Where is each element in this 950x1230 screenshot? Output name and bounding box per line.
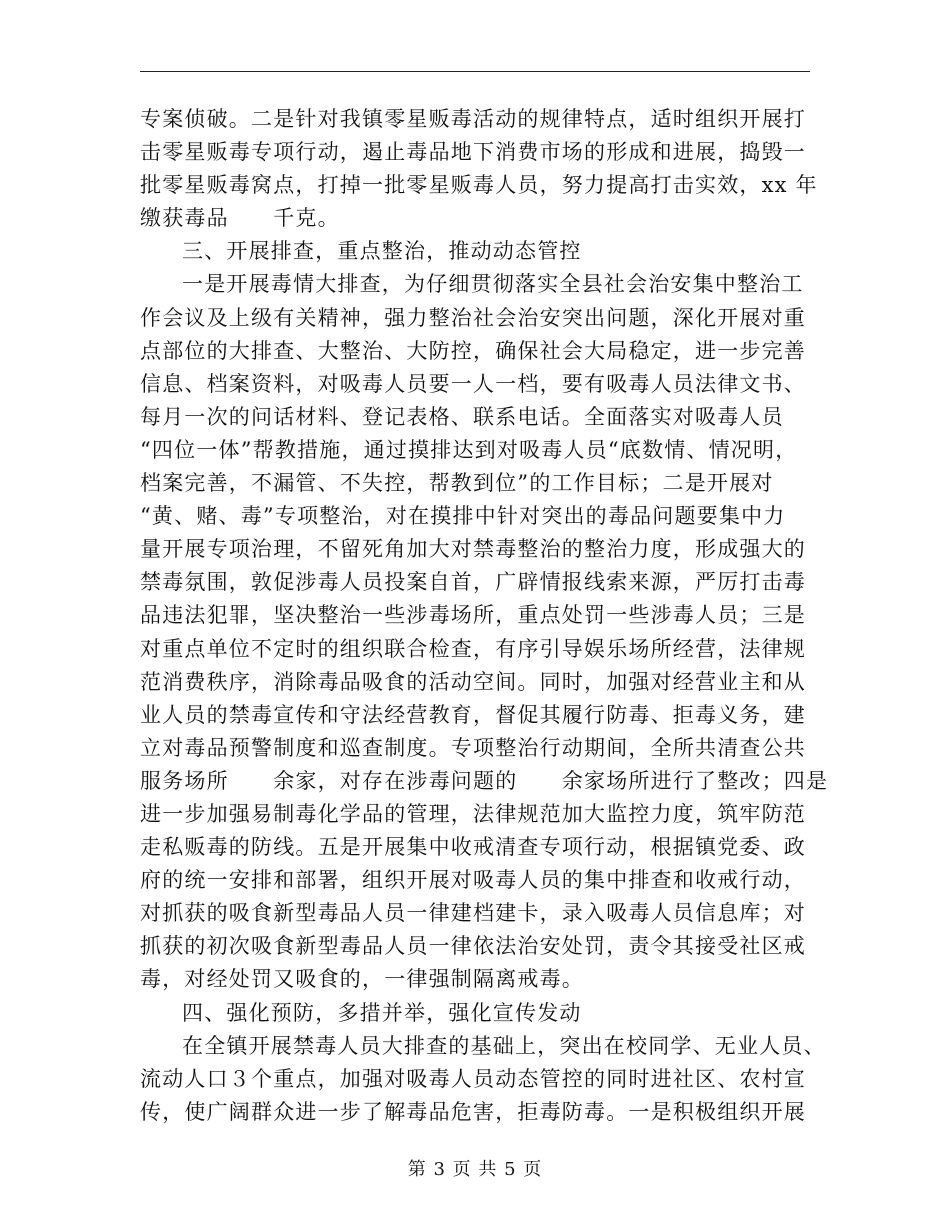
text-line: “黄、赌、毒”专项整治，对在摸排中针对突出的毒品问题要集中力 bbox=[140, 504, 786, 529]
page-number: 第 3 页 共 5 页 bbox=[407, 1159, 543, 1180]
text-line: 府的统一安排和部署，组织开展对吸毒人员的集中排查和收戒行动， bbox=[140, 868, 806, 893]
text-line: 在全镇开展禁毒人员大排查的基础上，突出在校同学、无业人员、 bbox=[182, 1033, 826, 1058]
text-line: 信息、档案资料，对吸毒人员要一人一档，要有吸毒人员法律文书、 bbox=[140, 371, 806, 396]
text-line: 作会议及上级有关精神，强力整治社会治安突出问题，深化开展对重 bbox=[140, 305, 806, 330]
text-line: 击零星贩毒专项行动，遏止毒品地下消费市场的形成和进展，捣毁一 bbox=[140, 140, 806, 165]
text-line: 流动人口３个重点，加强对吸毒人员动态管控的同时进社区、农村宣 bbox=[140, 1066, 806, 1091]
text-line: 点部位的大排查、大整治、大防控，确保社会大局稳定，进一步完善 bbox=[140, 338, 806, 363]
text-line: 品违法犯罪，坚决整治一些涉毒场所，重点处罚一些涉毒人员；三是 bbox=[140, 603, 806, 628]
text-line: 专案侦破。二是针对我镇零星贩毒活动的规律特点，适时组织开展打 bbox=[140, 107, 806, 131]
text-line: “四位一体”帮教措施，通过摸排达到对吸毒人员“底数情、情况明， bbox=[140, 437, 798, 462]
text-line: 抓获的初次吸食新型毒品人员一律依法治安处罚，责令其接受社区戒 bbox=[140, 934, 806, 959]
text-line: 服务场所 余家，对存在涉毒问题的 余家场所进行了整改；四是 bbox=[140, 768, 829, 793]
header-divider bbox=[140, 71, 810, 72]
document-body bbox=[140, 103, 829, 1129]
text-line: 走私贩毒的防线。五是开展集中收戒清查专项行动，根据镇党委、政 bbox=[140, 835, 806, 860]
section-heading: 三、开展排查，重点整治，推动动态管控 bbox=[182, 239, 582, 264]
text-line: 业人员的禁毒宣传和守法经营教育，督促其履行防毒、拒毒义务，建 bbox=[140, 702, 806, 727]
text-line: 每月一次的问话材料、登记表格、联系电话。全面落实对吸毒人员 bbox=[140, 404, 784, 429]
text-line: 传，使广阔群众进一步了解毒品危害，拒毒防毒。一是积极组织开展 bbox=[140, 1099, 806, 1124]
text-line: 进一步加强易制毒化学品的管理，法律规范加大监控力度，筑牢防范 bbox=[140, 801, 806, 826]
section-heading: 四、强化预防，多措并举，强化宣传发动 bbox=[182, 1000, 582, 1025]
text-line: 量开展专项治理，不留死角加大对禁毒整治的整治力度，形成强大的 bbox=[140, 537, 806, 562]
text-line: 档案完善，不漏管、不失控，帮教到位”的工作目标；二是开展对 bbox=[140, 471, 774, 496]
text-line: 毒，对经处罚又吸食的，一律强制隔离戒毒。 bbox=[140, 967, 584, 992]
text-line: 禁毒氛围，敦促涉毒人员投案自首，广辟情报线索来源，严厉打击毒 bbox=[140, 570, 806, 595]
text-line: 范消费秩序，消除毒品吸食的活动空间。同时，加强对经营业主和从 bbox=[140, 669, 806, 694]
text-line: 批零星贩毒窝点，打掉一批零星贩毒人员，努力提高打击实效，xx 年 bbox=[140, 173, 818, 198]
text-line: 对抓获的吸食新型毒品人员一律建档建卡，录入吸毒人员信息库；对 bbox=[140, 901, 806, 926]
text-line: 立对毒品预警制度和巡查制度。专项整治行动期间，全所共清查公共 bbox=[140, 735, 806, 760]
text-line: 对重点单位不定时的组织联合检查，有序引导娱乐场所经营，法律规 bbox=[140, 636, 806, 661]
text-line: 一是开展毒情大排查，为仔细贯彻落实全县社会治安集中整治工 bbox=[182, 272, 804, 297]
text-line: 缴获毒品 千克。 bbox=[140, 206, 340, 231]
